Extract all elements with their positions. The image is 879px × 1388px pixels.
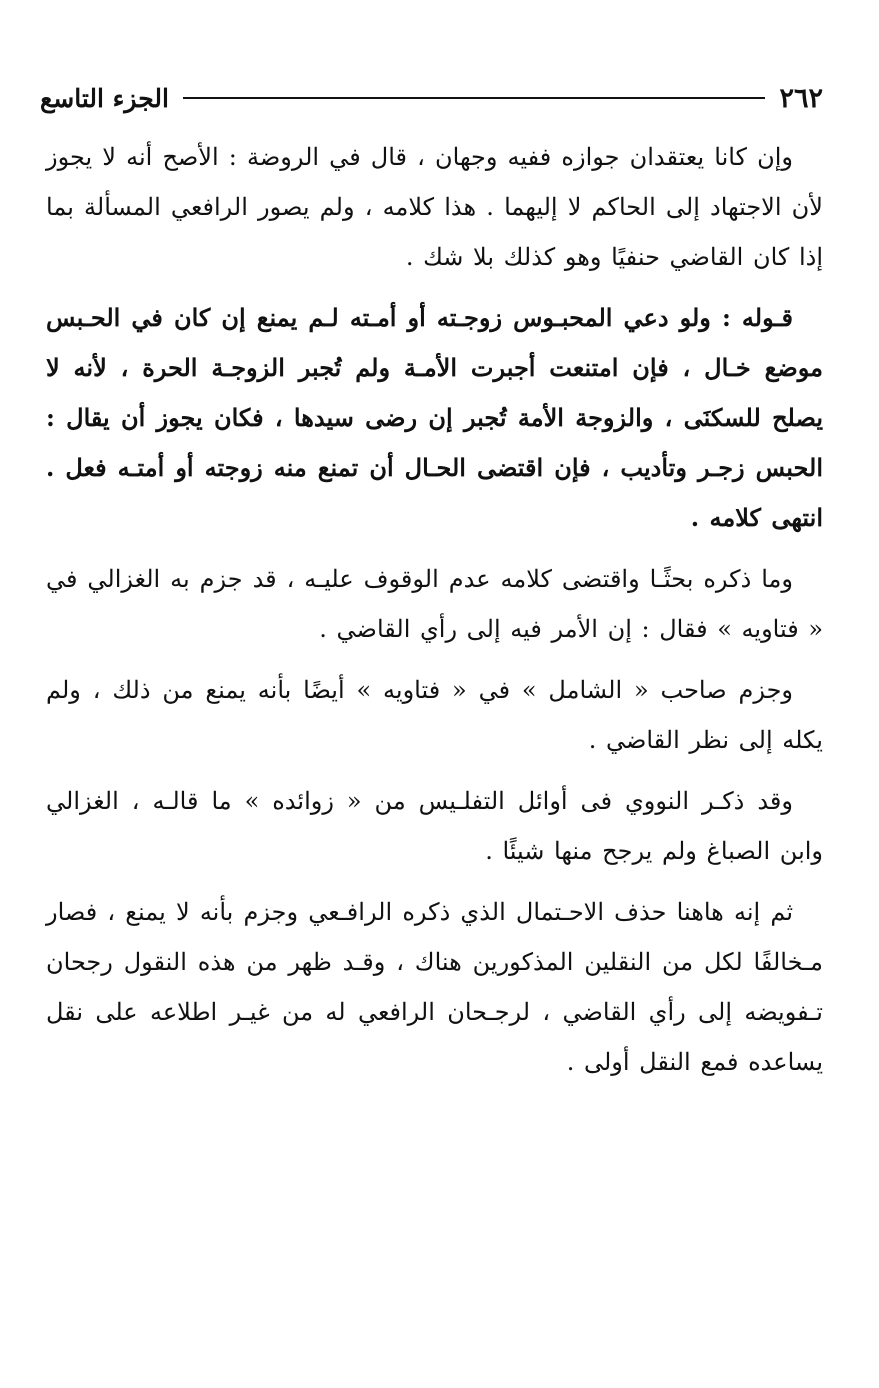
running-title: الجزء التاسع — [40, 83, 169, 113]
page-body — [46, 132, 823, 1098]
paragraph: ثم إنه هاهنا حذف الاحـتمال الذي ذكره الرافـعي وجزم بأنه لا يمنع ، فصار مـخالفًا لكل من النقلين المذكورين هناك ، وقـد ظهر من هذه النقول رجحان تـفويضه إلى رأي القاضي ، لرجـحان الرافعي له من غيـر اطلاعه على نقل يساعده فمع النقل أولى . — [46, 898, 823, 1076]
page-header — [40, 78, 823, 118]
page-number: ٢٦٢ — [779, 82, 823, 114]
paragraph: وجزم صاحب « الشامل » في « فتاويه » أيضًا بأنه يمنع من ذلك ، ولم يكله إلى نظر القاضي . — [46, 676, 823, 754]
quoted-paragraph: قـوله : ولو دعي المحبـوس زوجـته أو أمـته لـم يمنع إن كان في الحـبس موضع خـال ، فإن امتنعت أجبرت الأمـة ولم تُجبر الزوجـة الحرة ، لأنه لا يصلح للسكنَى ، والزوجة الأمة تُجبر إن رضى سيدها ، فكان يجوز أن يقال : الحبس زجـر وتأديب ، فإن اقتضى الحـال أن تمنع منه زوجته أو أمتـه فعل . انتهى كلامه . — [46, 303, 823, 532]
paragraph: وما ذكره بحثًـا واقتضى كلامه عدم الوقوف عليـه ، قد جزم به الغزالي في « فتاويه » فقال : إن الأمر فيه إلى رأي القاضي . — [46, 565, 823, 643]
header-rule — [183, 97, 766, 99]
paragraph: وقد ذكـر النووي فى أوائل التفلـيس من « زوائده » ما قالـه ، الغزالي وابن الصباغ ولم يرجح منها شيئًا . — [46, 787, 823, 865]
paragraph: وإن كانا يعتقدان جوازه ففيه وجهان ، قال في الروضة : الأصح أنه لا يجوز لأن الاجتهاد إلى الحاكم لا إليهما . هذا كلامه ، ولم يصور الرافعي المسألة بما إذا كان القاضي حنفيًا وهو كذلك بلا شك . — [46, 143, 823, 271]
